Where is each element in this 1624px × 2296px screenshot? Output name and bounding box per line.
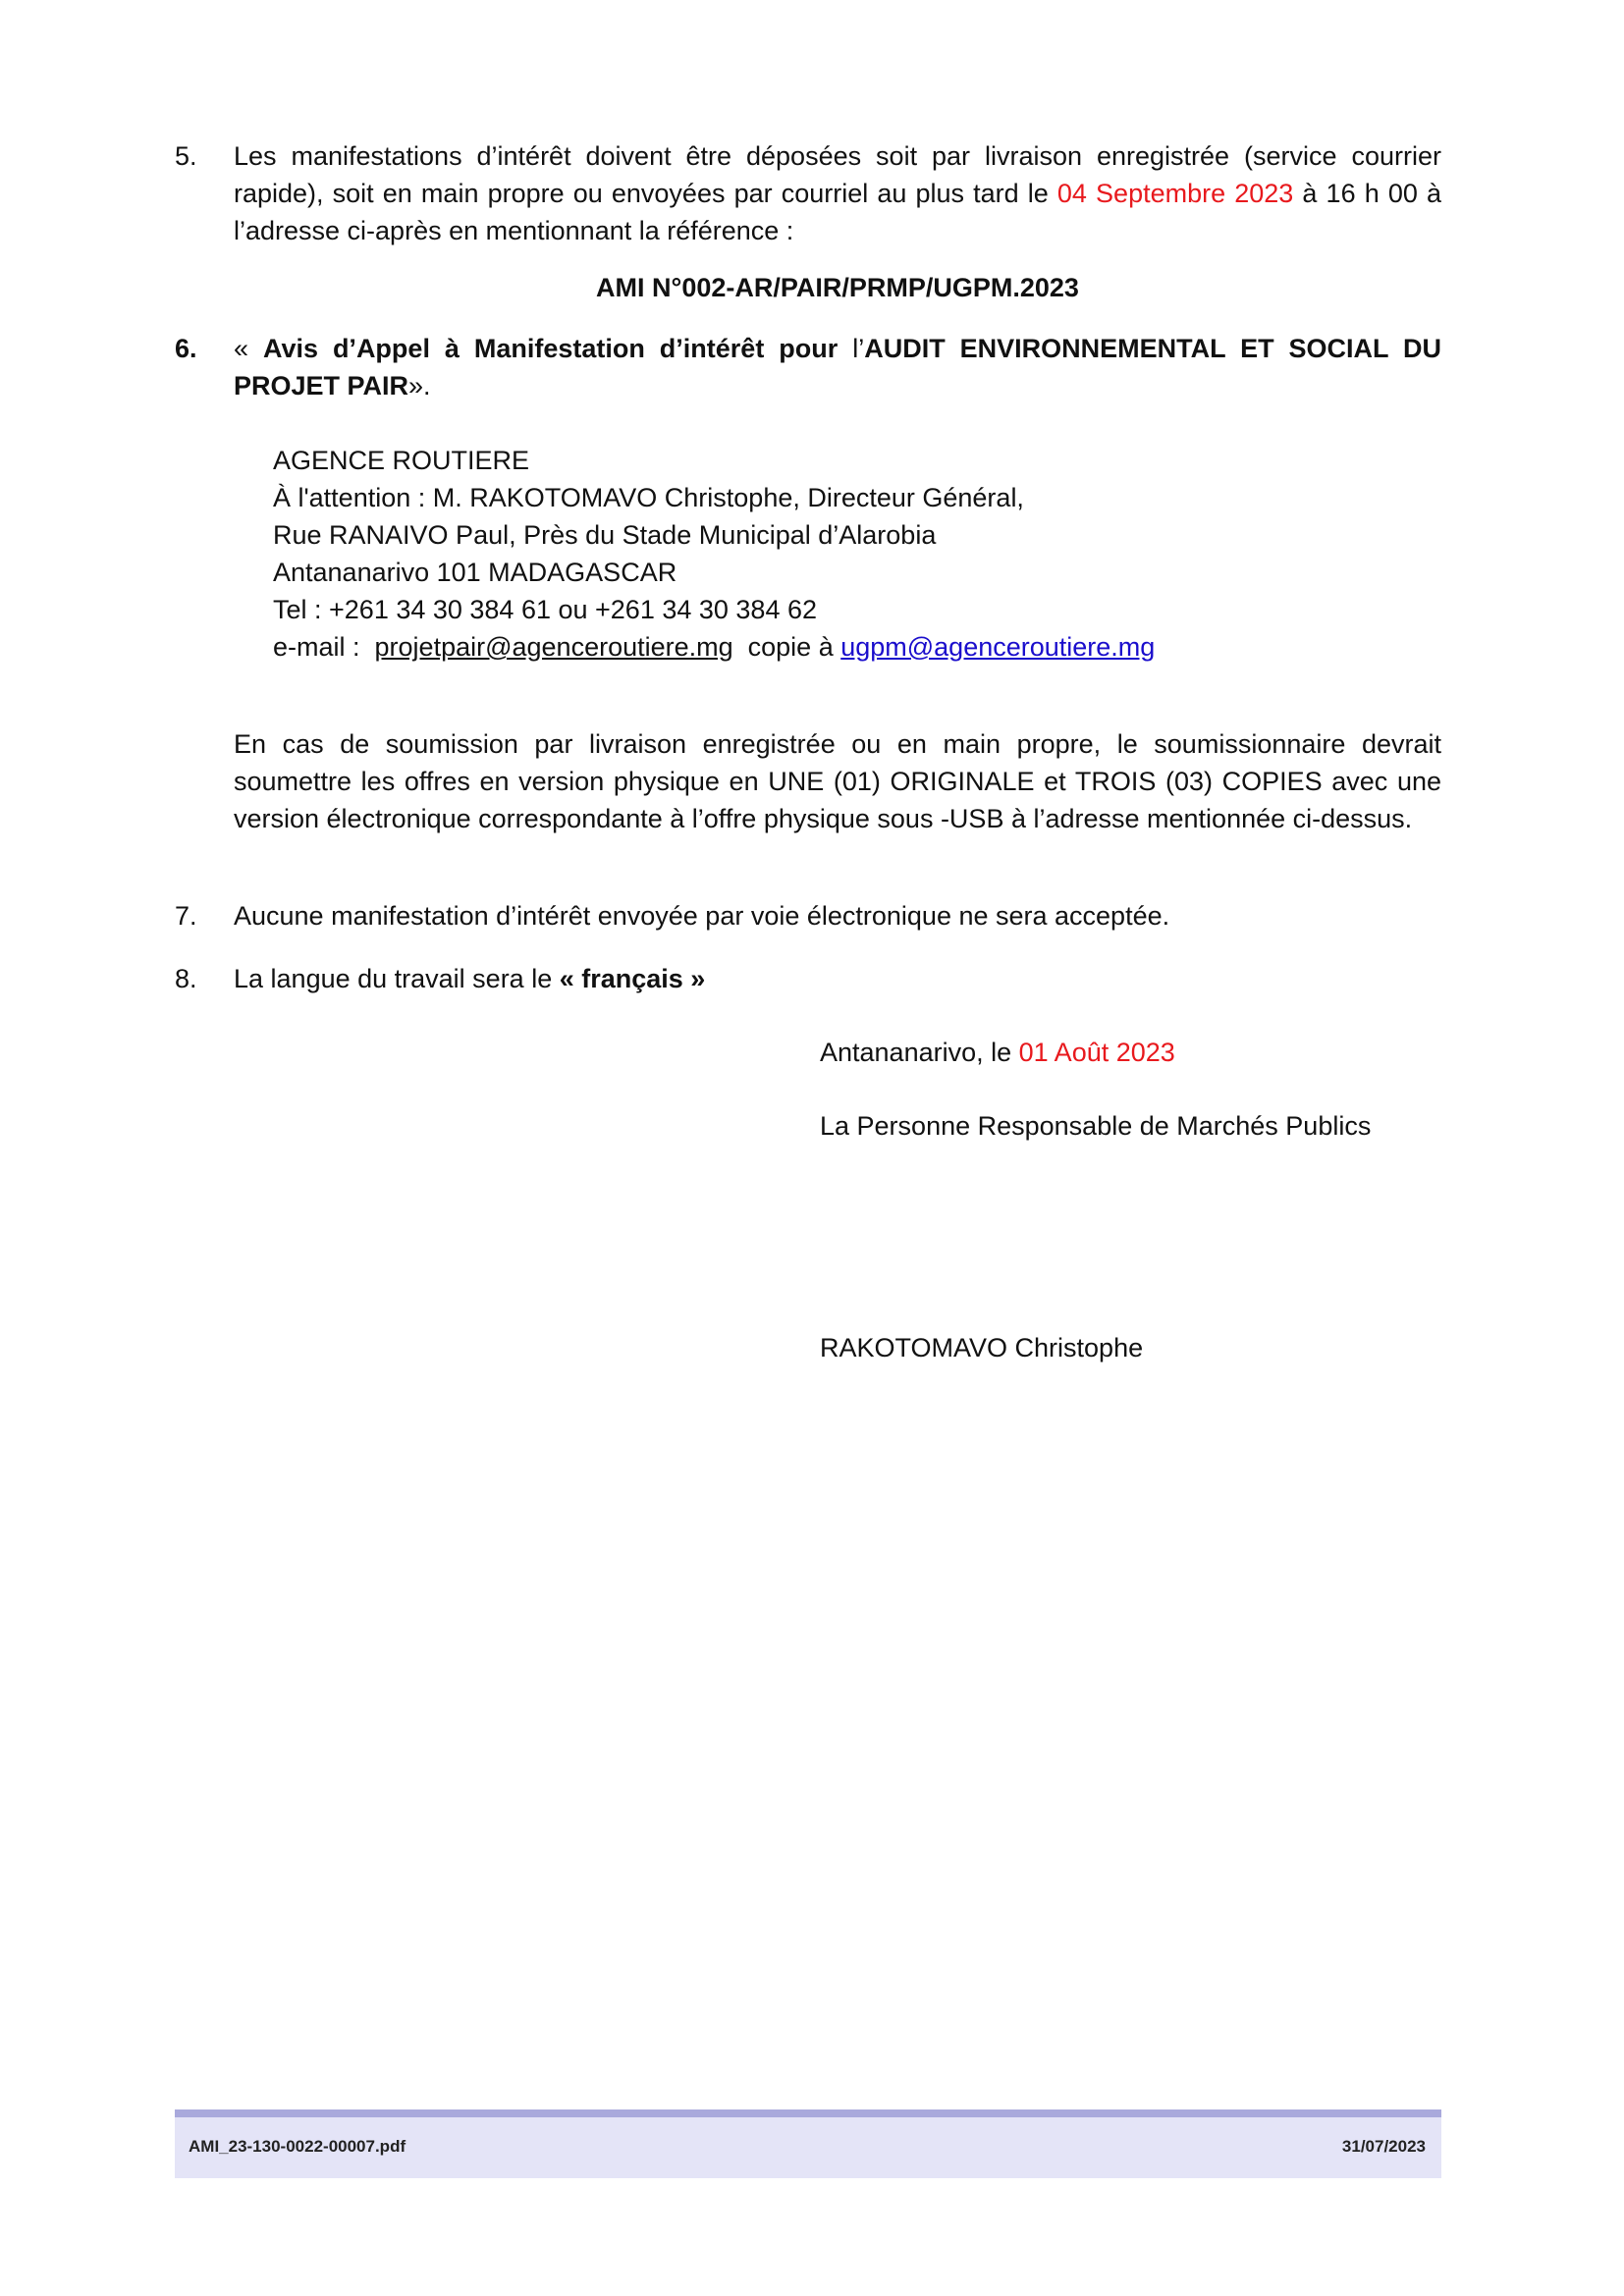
address-city: Antananarivo 101 MADAGASCAR bbox=[273, 558, 677, 587]
item-text: « Avis d’Appel à Manifestation d’intérêt pour l’AUDIT ENVIRONNEMENTAL ET SOCIAL DU PROJET PAIR». bbox=[234, 334, 1441, 400]
signature-place-date: Antananarivo, le 01 Août 2023 bbox=[820, 1038, 1175, 1067]
item-number: 7. bbox=[175, 901, 197, 931]
item-number: 5. bbox=[175, 141, 197, 171]
signature-date: 01 Août 2023 bbox=[1018, 1038, 1175, 1067]
item-text: Les manifestations d’intérêt doivent être déposées soit par livraison enregistrée (service courrier rapide), soit en main propre ou envoyées par courriel au plus tard le 04 Septembre 2023 à 16 h 00 à l’adresse ci-après en mentionnant la référence : bbox=[234, 141, 1441, 245]
item-text: Aucune manifestation d’intérêt envoyée par voie électronique ne sera acceptée. bbox=[234, 901, 1170, 931]
address-tel: Tel : +261 34 30 384 61 ou +261 34 30 384 62 bbox=[273, 595, 817, 624]
signature-title: La Personne Responsable de Marchés Publics bbox=[820, 1111, 1372, 1141]
email-copy-link[interactable]: ugpm@agenceroutiere.mg bbox=[840, 632, 1156, 662]
footer-date: 31/07/2023 bbox=[1341, 2137, 1426, 2156]
item-number: 6. bbox=[175, 334, 197, 363]
address-org: AGENCE ROUTIERE bbox=[273, 446, 530, 475]
item-text: La langue du travail sera le « français » bbox=[234, 964, 706, 993]
list-item-5 bbox=[175, 137, 1441, 255]
page-footer bbox=[175, 2117, 1441, 2178]
email-primary-link[interactable]: projetpair@agenceroutiere.mg bbox=[374, 632, 733, 662]
list-item-8 bbox=[175, 960, 1441, 999]
deadline-date: 04 Septembre 2023 bbox=[1056, 179, 1294, 208]
submission-paragraph: En cas de soumission par livraison enregistrée ou en main propre, le soumissionnaire devrait soumettre les offres en version physique en UNE (01) ORIGINALE et TROIS (03) COPIES avec une version électronique correspondante à l’offre physique sous -USB à l’adresse mentionnée ci-dessus. bbox=[234, 729, 1441, 833]
footer-rule bbox=[175, 2109, 1441, 2117]
address-attention: À l'attention : M. RAKOTOMAVO Christophe, Directeur Général, bbox=[273, 483, 1024, 512]
address-street: Rue RANAIVO Paul, Près du Stade Municipal d’Alarobia bbox=[273, 520, 937, 550]
list-item-6 bbox=[175, 330, 1441, 408]
list-item-7 bbox=[175, 897, 1441, 936]
reference-number: AMI N°002-AR/PAIR/PRMP/UGPM.2023 bbox=[596, 273, 1079, 302]
item-number: 8. bbox=[175, 964, 197, 993]
address-block bbox=[273, 442, 1353, 666]
footer-filename: AMI_23-130-0022-00007.pdf bbox=[189, 2137, 406, 2156]
signature-name: RAKOTOMAVO Christophe bbox=[820, 1333, 1144, 1362]
address-email-line: e-mail : projetpair@agenceroutiere.mg copie à ugpm@agenceroutiere.mg bbox=[273, 632, 1156, 662]
